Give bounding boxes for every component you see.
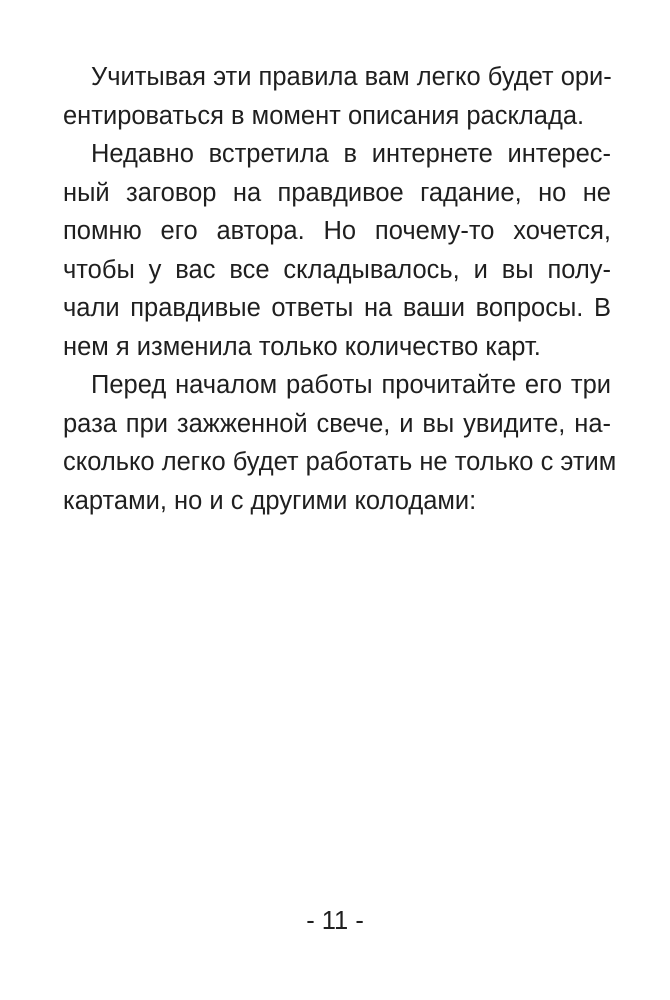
text-line: нем я изменила только количество карт. <box>63 332 541 361</box>
text-line: Недавно встретила в интернете интерес- <box>91 140 611 168</box>
text-line: ный заговор на правдивое гадание, но не <box>63 178 611 207</box>
text-line: ентироваться в момент описания расклада. <box>63 101 585 130</box>
text-line: сколько легко будет работать не только с этим <box>63 448 617 476</box>
text-line: чали правдивые ответы на ваши вопросы. В <box>63 294 611 322</box>
page-number: - 11 - <box>306 907 364 935</box>
text-line: картами, но и с другими колодами: <box>63 486 477 515</box>
page-body <box>63 58 617 520</box>
paragraph-2 <box>63 135 611 366</box>
text-line: чтобы у вас все складывалось, и вы полу- <box>63 255 611 284</box>
paragraph-1 <box>63 58 611 135</box>
text-line: Учитывая эти правила вам легко будет ори- <box>91 63 612 91</box>
text-line: помню его автора. Но почему-то хочется, <box>63 217 611 245</box>
text-line: Перед началом работы прочитайте его три <box>91 371 611 399</box>
text-line: раза при зажженной свече, и вы увидите, на- <box>63 409 611 438</box>
paragraph-3 <box>63 366 617 520</box>
